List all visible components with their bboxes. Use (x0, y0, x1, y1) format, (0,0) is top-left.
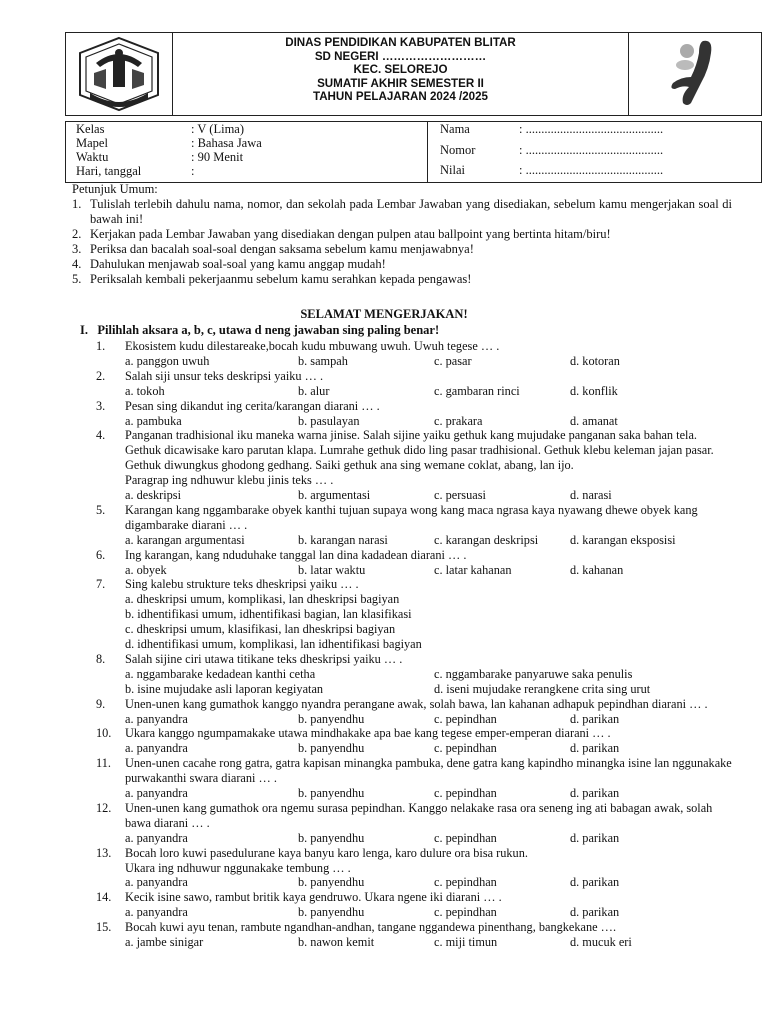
question-line: Unen-unen kang gumathok kanggo nyandra perangane awak, solah bawa, lan kahanan adhapuk pepindhan diarani … . (125, 696, 708, 711)
info-label-waktu: Waktu (76, 150, 109, 164)
answer-option[interactable]: c. pepindhan (434, 711, 497, 726)
answer-option[interactable]: a. deskripsi (125, 488, 182, 503)
question-item (0, 890, 768, 920)
answer-option[interactable]: d. parikan (570, 711, 620, 726)
question-number: 4. (96, 428, 106, 443)
question-line: Salah sijine ciri utawa titikane teks dheskripsi yaiku … . (125, 651, 403, 666)
answer-options (0, 488, 768, 503)
instruction-text: Kerjakan pada Lembar Jawaban yang disediakan dengan pulpen atau ballpoint yang bertinta hitam/biru! (90, 227, 611, 241)
info-label-kelas: Kelas (76, 122, 105, 136)
info-value-nomor[interactable]: : ............................................ (519, 143, 664, 157)
answer-option[interactable]: b. panyendhu (298, 786, 365, 801)
answer-option[interactable]: b. panyendhu (298, 711, 365, 726)
answer-options (0, 533, 768, 548)
answer-option[interactable]: c. prakara (434, 413, 483, 428)
answer-option[interactable]: b. panyendhu (298, 741, 365, 756)
question-item (0, 697, 768, 727)
answer-option[interactable]: a. panyandra (125, 741, 188, 756)
question-number: 13. (96, 845, 112, 860)
question-text (125, 503, 735, 533)
info-label-nilai: Nilai (440, 163, 465, 177)
answer-option[interactable]: a. panyandra (125, 830, 188, 845)
question-line: Ekosistem kudu dilestareake,bocah kudu mbuwang uwuh. Uwuh tegese … . (125, 339, 500, 353)
section-title: I. Pilihlah aksara a, b, c, utawa d neng jawaban sing paling benar! (80, 323, 440, 337)
instruction-text: Periksa dan bacalah soal-soal dengan saksama sebelum kamu menjawabnya! (90, 242, 474, 256)
question-number: 7. (96, 577, 106, 592)
answer-option[interactable]: a. dheskripsi umum, komplikasi, lan dheskripsi bagiyan (125, 592, 400, 607)
answer-option[interactable]: d. konflik (570, 383, 618, 398)
question-number: 11. (96, 756, 111, 771)
answer-option[interactable]: d. parikan (570, 786, 620, 801)
answer-option[interactable]: c. miji timun (434, 935, 498, 950)
answer-options (0, 667, 768, 682)
header-line-agency: DINAS PENDIDIKAN KABUPATEN BLITAR (285, 36, 516, 49)
instruction-number: 1. (72, 197, 82, 211)
question-line: Ing karangan, kang nduduhake tanggal lan dina kadadean diarani … . (125, 547, 467, 562)
answer-option[interactable]: d. karangan eksposisi (570, 532, 676, 547)
info-value-waktu: : 90 Menit (191, 150, 244, 164)
school-logo (628, 33, 761, 115)
answer-option[interactable]: c. karangan deskripsi (434, 532, 539, 547)
answer-option[interactable]: a. panyandra (125, 786, 188, 801)
question-item (0, 339, 768, 369)
answer-option[interactable]: d. idhentifikasi umum, komplikasi, lan idhentifikasi bagiyan (125, 637, 422, 652)
instruction-text: Periksalah kembali pekerjaanmu sebelum kamu serahkan kepada pengawas! (90, 272, 472, 286)
instruction-number: 3. (72, 242, 82, 256)
answer-option[interactable]: c. persuasi (434, 488, 486, 503)
question-line: Karangan kang nggambarake obyek kanthi tujuan supaya wong kang maca ngrasa kaya nyawang dhewe obyek kang digambarake diarani … . (125, 502, 698, 532)
question-item (0, 577, 768, 652)
question-line: Kecik isine sawo, rambut britik kaya gendruwo. Ukara ngene iki diarani … . (125, 890, 502, 905)
answer-option[interactable]: a. jambe sinigar (125, 935, 204, 950)
answer-option[interactable]: d. amanat (570, 413, 618, 428)
answer-options (0, 384, 768, 399)
instruction-text: Dahulukan menjawab soal-soal yang kamu anggap mudah! (90, 257, 386, 271)
info-label-nama: Nama (440, 122, 470, 136)
answer-option[interactable]: d. mucuk eri (570, 935, 632, 950)
answer-option[interactable]: a. panyandra (125, 711, 188, 726)
question-number: 1. (96, 339, 106, 353)
header-line-exam: SUMATIF AKHIR SEMESTER II (317, 76, 484, 90)
answer-option[interactable]: c. pepindhan (434, 741, 497, 756)
regency-logo (66, 33, 173, 115)
question-item (0, 369, 768, 399)
answer-option[interactable]: b. karangan narasi (298, 532, 388, 547)
header-box (65, 32, 762, 116)
answer-option[interactable]: a. tokoh (125, 383, 165, 398)
answer-option[interactable]: d. kotoran (570, 353, 620, 368)
answer-option[interactable]: b. idhentifikasi umum, idhentifikasi bagian, lan klasifikasi (125, 607, 412, 622)
info-value-nilai[interactable]: : ............................................ (519, 163, 664, 177)
answer-option[interactable]: d. parikan (570, 905, 620, 920)
instruction-item (72, 227, 732, 242)
question-text (125, 756, 735, 786)
question-text (125, 428, 735, 488)
answer-option[interactable]: a. karangan argumentasi (125, 532, 245, 547)
blitar-emblem-icon (66, 33, 172, 115)
question-number: 14. (96, 890, 112, 905)
question-number: 8. (96, 651, 106, 666)
info-label-nomor: Nomor (440, 143, 476, 157)
question-number: 2. (96, 368, 106, 383)
question-item (0, 503, 768, 548)
question-text (125, 920, 735, 935)
answer-option[interactable]: c. nggambarake panyaruwe saka penulis (434, 666, 633, 681)
question-line: Sing kalebu strukture teks dheskripsi yaiku … . (125, 577, 359, 592)
instruction-item (72, 197, 732, 227)
instruction-number: 4. (72, 257, 82, 271)
answer-option[interactable]: c. gambaran rinci (434, 383, 520, 398)
question-line: Paragrap ing ndhuwur klebu jinis teks … . (125, 473, 334, 488)
answer-options (0, 712, 768, 727)
instruction-item (72, 242, 732, 257)
question-text (125, 339, 735, 354)
answer-options (0, 875, 768, 890)
instruction-item (72, 272, 732, 287)
answer-options (0, 354, 768, 369)
question-text (125, 726, 735, 741)
answer-option[interactable]: b. panyendhu (298, 830, 365, 845)
question-item (0, 399, 768, 429)
answer-options (0, 935, 768, 950)
question-line: Salah siji unsur teks deskripsi yaiku … . (125, 368, 324, 383)
header-line-year: TAHUN PELAJARAN 2024 /2025 (312, 90, 489, 104)
answer-option[interactable]: b. isine mujudake asli laporan kegiyatan (125, 681, 324, 696)
answer-option[interactable]: c. latar kahanan (434, 562, 512, 577)
answer-options (0, 414, 768, 429)
answer-option[interactable]: b. sampah (298, 353, 348, 368)
instruction-item (72, 257, 732, 272)
instruction-number: 5. (72, 272, 82, 286)
instructions (72, 182, 732, 287)
answer-option[interactable]: c. pepindhan (434, 786, 497, 801)
question-item (0, 428, 768, 503)
answer-options (0, 592, 768, 652)
question-text (125, 801, 735, 831)
answer-option[interactable]: c. pepindhan (434, 830, 497, 845)
info-divider (427, 122, 428, 182)
question-text (125, 369, 735, 384)
question-text (125, 577, 735, 592)
question-text (125, 548, 735, 563)
student-info-box (65, 121, 762, 183)
answer-option[interactable]: d. parikan (570, 830, 620, 845)
answer-options (0, 905, 768, 920)
answer-option[interactable]: a. obyek (125, 562, 167, 577)
question-line: Pesan sing dikandut ing cerita/karangan diarani … . (125, 398, 380, 413)
info-value-nama[interactable]: : ............................................ (519, 122, 664, 136)
instruction-text: Tulislah terlebih dahulu nama, nomor, dan sekolah pada Lembar Jawaban yang disediakan, sebelum kamu mengerjakan soal di bawah ini! (90, 197, 732, 226)
answer-option[interactable]: b. nawon kemit (298, 935, 375, 950)
question-number: 5. (96, 502, 106, 517)
answer-options (0, 563, 768, 578)
answer-option[interactable]: b. panyendhu (298, 905, 365, 920)
question-text (125, 697, 735, 712)
question-item (0, 846, 768, 891)
answer-option[interactable]: d. parikan (570, 875, 620, 890)
info-label-mapel: Mapel (76, 136, 108, 150)
tut-wuri-figure-icon (629, 33, 761, 115)
info-label-hari-tanggal: Hari, tanggal (76, 164, 142, 178)
answer-option[interactable]: d. iseni mujudake rerangkene crita sing urut (434, 681, 651, 696)
answer-option[interactable]: c. pepindhan (434, 905, 497, 920)
header-line-district: KEC. SELOREJO (353, 63, 448, 77)
answer-option[interactable]: a. pambuka (125, 413, 182, 428)
question-line: Panganan tradhisional iku maneka warna jinise. Salah sijine yaiku gethuk kang mujudake panganan saka bahan tela. Gethuk dicawisake karo parutan klapa. Lumrahe gethuk dido ling pasar tradhisional. Gethuk klebu keleman jajan pasar. Gethuk diwungkus ghodong gedhang. Saiki gethuk ana sing wemane coklat, abang, lan ijo. (125, 428, 714, 473)
answer-option[interactable]: c. dheskripsi umum, klasifikasi, lan dheskripsi bagiyan (125, 622, 396, 637)
instructions-title: Petunjuk Umum: (72, 182, 158, 196)
question-item (0, 920, 768, 950)
question-item (0, 548, 768, 578)
answer-option[interactable]: b. alur (298, 383, 330, 398)
info-value-kelas: : V (Lima) (191, 122, 245, 136)
answer-option[interactable]: d. parikan (570, 741, 620, 756)
info-value-mapel: : Bahasa Jawa (191, 136, 262, 150)
question-number: 6. (96, 547, 106, 562)
answer-options (0, 741, 768, 756)
question-text (125, 890, 735, 905)
answer-options (0, 831, 768, 846)
header-title-block (172, 36, 629, 104)
answer-option[interactable]: b. pasulayan (298, 413, 360, 428)
question-line: Ukara ing ndhuwur nggunakake tembung … . (125, 860, 351, 875)
instruction-number: 2. (72, 227, 82, 241)
answer-option[interactable]: a. panggon uwuh (125, 353, 210, 368)
question-line: Bocah loro kuwi pasedulurane kaya banyu karo lenga, karo dulure ora bisa rukun. (125, 845, 528, 860)
answer-option[interactable]: a. nggambarake kedadean kanthi cetha (125, 666, 316, 681)
answer-option[interactable]: a. panyandra (125, 905, 188, 920)
question-line: Bocah kuwi ayu tenan, rambute ngandhan-andhan, tangane nggandewa pinenthang, bangkekane …. (125, 920, 617, 935)
question-item (0, 756, 768, 801)
answer-options (0, 786, 768, 801)
answer-option[interactable]: d. narasi (570, 488, 612, 503)
question-text (125, 399, 735, 414)
answer-option[interactable]: a. panyandra (125, 875, 188, 890)
answer-option[interactable]: c. pepindhan (434, 875, 497, 890)
question-item (0, 652, 768, 697)
question-line: Unen-unen kang gumathok ora ngemu surasa pepindhan. Kanggo nelakake rasa ora seneng ing ati babagan awak, solah bawa diarani … . (125, 800, 713, 830)
greeting-heading: SELAMAT MENGERJAKAN! (300, 307, 468, 321)
answer-options (0, 682, 768, 697)
answer-option[interactable]: b. argumentasi (298, 488, 371, 503)
question-number: 10. (96, 726, 112, 741)
answer-option[interactable]: b. latar waktu (298, 562, 366, 577)
question-text (125, 652, 735, 667)
header-line-school: SD NEGERI ……………………… (314, 49, 487, 63)
question-item (0, 801, 768, 846)
question-number: 15. (96, 920, 112, 935)
question-text (125, 846, 735, 876)
question-number: 3. (96, 398, 106, 413)
answer-option[interactable]: d. kahanan (570, 562, 624, 577)
question-list (0, 339, 768, 950)
answer-option[interactable]: c. pasar (434, 353, 472, 368)
question-line: Ukara kanggo ngumpamakake utawa mindhakake apa bae kang tegese emper-emperan diarani … . (125, 726, 611, 741)
question-number: 9. (96, 696, 106, 711)
answer-option[interactable]: b. panyendhu (298, 875, 365, 890)
question-number: 12. (96, 800, 112, 815)
question-item (0, 726, 768, 756)
question-line: Unen-unen cacahe rong gatra, gatra kapisan minangka pambuka, dene gatra kang kapindho minangka isine lan nggunakake purwakanthi swara diarani … . (125, 756, 732, 786)
info-value-hari-tanggal[interactable]: : (191, 164, 195, 178)
